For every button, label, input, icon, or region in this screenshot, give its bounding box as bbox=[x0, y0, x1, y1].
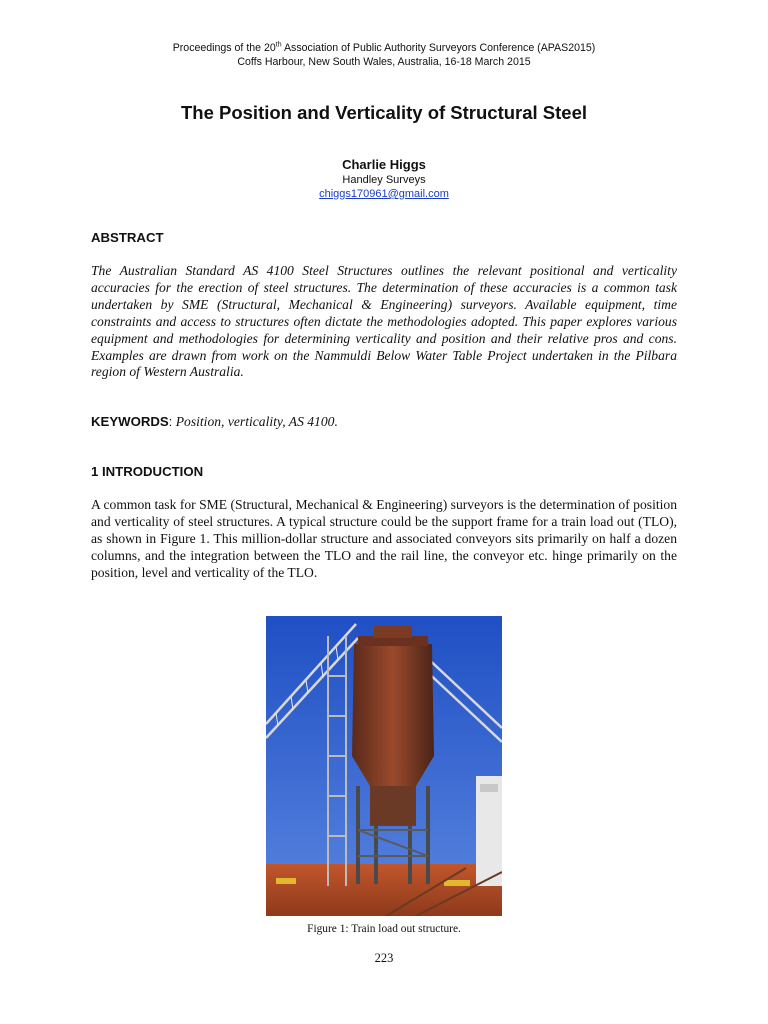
author-name: Charlie Higgs bbox=[342, 157, 426, 172]
paper-title: The Position and Verticality of Structural Steel bbox=[180, 102, 588, 123]
figure-1-photo bbox=[266, 616, 502, 916]
keywords-value: Position, verticality, AS 4100. bbox=[172, 414, 338, 429]
author-email-link[interactable]: chiggs170961@gmail.com bbox=[319, 188, 449, 200]
introduction-heading: 1 INTRODUCTION bbox=[91, 464, 204, 479]
abstract-heading: ABSTRACT bbox=[91, 230, 164, 245]
abstract-text: The Australian Standard AS 4100 Steel Structures outlines the relevant positional and verticality accuracies for the erection of steel structures. The determination of these accuracies is a common task undertaken by SME (Structural, Mechanical & Engineering) surveyors. Available equipment, time constraints and access to structures often dictate the methodologies adopted. This paper explores various equipment and methodologies for determining verticality and position and their relative pros and cons. Examples are drawn from work on the Nammuldi Below Water Table Project undertaken in the Pilbara region of Western Australia. bbox=[91, 263, 677, 380]
introduction-text: A common task for SME (Structural, Mechanical & Engineering) surveyors is the determination of position and verticality of steel structures. A typical structure could be the support frame for a train load out (TLO), as shown in Figure 1. This million-dollar structure and associated conveyors sits primarily on half a dozen columns, and the integration between the TLO and the rail line, the conveyor etc. hinge primarily on the position, level and verticality of the TLO. bbox=[91, 497, 677, 580]
header-line-2: Coffs Harbour, New South Wales, Australia, 16-18 March 2015 bbox=[237, 56, 531, 68]
keywords-label: KEYWORDS bbox=[91, 414, 169, 429]
header-line-1: Proceedings of the 20th Association of Public Authority Surveyors Conference (APAS2015) bbox=[172, 41, 596, 54]
conference-header bbox=[0, 41, 768, 69]
page-number: 223 bbox=[374, 951, 394, 965]
figure-1-caption: Figure 1: Train load out structure. bbox=[307, 923, 461, 935]
author-affiliation: Handley Surveys bbox=[342, 174, 426, 186]
keywords-line: KEYWORDS: Position, verticality, AS 4100. bbox=[91, 414, 338, 429]
train-load-out-photo bbox=[266, 616, 502, 916]
